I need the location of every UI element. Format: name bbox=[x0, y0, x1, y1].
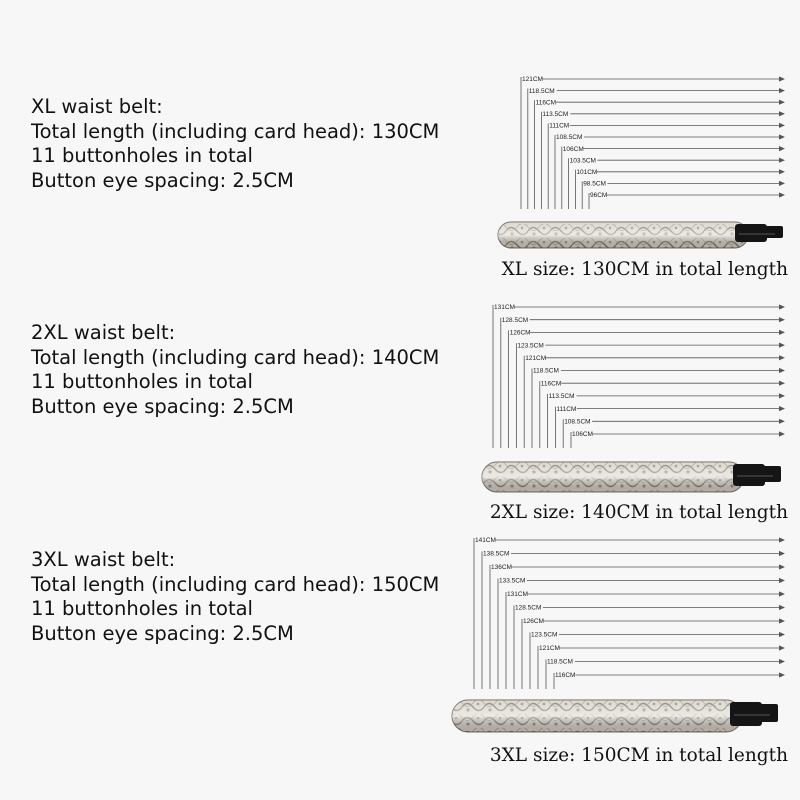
2xl-hole-label: 108.5CM bbox=[564, 418, 591, 426]
2xl-arrowhead bbox=[779, 431, 785, 436]
xl-arrowhead bbox=[779, 192, 785, 197]
xl-arrowhead bbox=[779, 123, 785, 128]
2xl-hole-label: 106CM bbox=[572, 431, 593, 439]
2xl-hole-label: 126CM bbox=[509, 329, 531, 337]
xl-hole-label: 103.5CM bbox=[569, 157, 596, 165]
3xl-hole-label: 136CM bbox=[491, 564, 512, 572]
3xl-buckle bbox=[730, 702, 762, 726]
xl-hole-label: 96CM bbox=[590, 192, 608, 200]
xl-hole-label: 108.5CM bbox=[556, 134, 583, 142]
2xl-spacing: Button eye spacing: 2.5CM bbox=[31, 394, 294, 418]
2xl-hole-label: 111CM bbox=[556, 405, 577, 413]
3xl-arrowhead bbox=[779, 551, 785, 556]
3xl-hole-label: 131CM bbox=[507, 591, 528, 599]
xl-arrowhead bbox=[779, 111, 785, 116]
3xl-total-length: Total length (including card head): 150CM bbox=[31, 572, 440, 596]
3xl-arrowhead bbox=[779, 672, 785, 677]
2xl-total-length: Total length (including card head): 140CM bbox=[31, 345, 440, 369]
3xl-arrowhead bbox=[779, 564, 785, 569]
3xl-arrowhead bbox=[779, 605, 785, 610]
3xl-hole-label: 128.5CM bbox=[515, 604, 542, 612]
2xl-hole-label: 131CM bbox=[494, 304, 515, 312]
xl-arrowhead bbox=[779, 76, 785, 81]
3xl-belt-sheen bbox=[452, 700, 742, 732]
2xl-hole-label: 113.5CM bbox=[548, 393, 575, 401]
3xl-arrowhead bbox=[779, 591, 785, 596]
3xl-hole-label: 123.5CM bbox=[531, 631, 558, 639]
3xl-hole-label: 126CM bbox=[523, 618, 544, 626]
xl-hole-label: 116CM bbox=[535, 99, 557, 107]
xl-arrowhead bbox=[779, 146, 785, 151]
xl-arrowhead bbox=[779, 100, 785, 105]
2xl-arrowhead bbox=[779, 381, 785, 386]
2xl-arrowhead bbox=[779, 393, 785, 398]
3xl-buckle-tip bbox=[758, 704, 778, 722]
3xl-hole-label: 141CM bbox=[475, 537, 496, 545]
2xl-caption: 2XL size: 140CM in total length bbox=[489, 502, 788, 523]
3xl-spacing: Button eye spacing: 2.5CM bbox=[31, 621, 294, 645]
xl-title: XL waist belt: bbox=[31, 95, 163, 118]
2xl-buttonholes: 11 buttonholes in total bbox=[31, 370, 253, 393]
xl-hole-label: 106CM bbox=[562, 145, 584, 153]
2xl-hole-label: 118.5CM bbox=[533, 367, 559, 375]
xl-hole-label: 121CM bbox=[522, 76, 543, 84]
2xl-hole-label: 128.5CM bbox=[501, 316, 529, 324]
2xl-title: 2XL waist belt: bbox=[31, 321, 176, 344]
2xl-arrowhead bbox=[779, 317, 785, 322]
3xl-arrowhead bbox=[779, 659, 785, 664]
xl-hole-label: 101CM bbox=[576, 169, 598, 176]
2xl-buckle bbox=[733, 464, 765, 486]
xl-buttonholes: 11 buttonholes in total bbox=[31, 144, 253, 167]
2xl-arrowhead bbox=[779, 343, 785, 348]
xl-buckle-tip bbox=[763, 226, 783, 238]
xl-buckle bbox=[735, 224, 767, 242]
xl-belt-sheen bbox=[498, 222, 748, 248]
2xl-arrowhead bbox=[779, 355, 785, 360]
xl-hole-label: 118.5CM bbox=[528, 87, 555, 95]
3xl-hole-label: 118.5CM bbox=[547, 658, 573, 666]
xl-arrowhead bbox=[779, 88, 785, 93]
3xl-arrowhead bbox=[779, 618, 785, 623]
2xl-buckle-tip bbox=[761, 466, 781, 482]
3xl-arrowhead bbox=[779, 645, 785, 650]
2xl-arrowhead bbox=[779, 419, 785, 424]
3xl-hole-label: 116CM bbox=[555, 672, 576, 680]
xl-spacing: Button eye spacing: 2.5CM bbox=[31, 168, 294, 192]
xl-arrowhead bbox=[779, 181, 785, 186]
3xl-buttonholes: 11 buttonholes in total bbox=[31, 597, 253, 620]
2xl-arrowhead bbox=[779, 330, 785, 335]
2xl-arrowhead bbox=[779, 304, 785, 309]
3xl-arrowhead bbox=[779, 578, 785, 583]
xl-arrowhead bbox=[779, 169, 785, 174]
3xl-arrowhead bbox=[779, 632, 785, 637]
xl-arrowhead bbox=[779, 134, 785, 139]
3xl-hole-label: 133.5CM bbox=[499, 577, 526, 585]
xl-hole-label: 113.5CM bbox=[542, 111, 569, 118]
2xl-hole-label: 116CM bbox=[540, 380, 562, 388]
3xl-hole-label: 121CM bbox=[539, 645, 560, 653]
3xl-hole-label: 138.5CM bbox=[483, 550, 510, 558]
xl-caption: XL size: 130CM in total length bbox=[501, 259, 788, 280]
2xl-belt-sheen bbox=[482, 462, 744, 492]
3xl-title: 3XL waist belt: bbox=[31, 548, 176, 571]
xl-total-length: Total length (including card head): 130CM bbox=[31, 119, 440, 143]
xl-hole-label: 111CM bbox=[549, 122, 570, 130]
3xl-arrowhead bbox=[779, 537, 785, 542]
2xl-hole-label: 123.5CM bbox=[517, 342, 544, 350]
2xl-arrowhead bbox=[779, 368, 785, 373]
2xl-hole-label: 121CM bbox=[525, 355, 547, 362]
xl-arrowhead bbox=[779, 158, 785, 163]
2xl-arrowhead bbox=[779, 406, 785, 411]
xl-hole-label: 98.5CM bbox=[583, 180, 606, 188]
3xl-caption: 3XL size: 150CM in total length bbox=[489, 745, 788, 766]
